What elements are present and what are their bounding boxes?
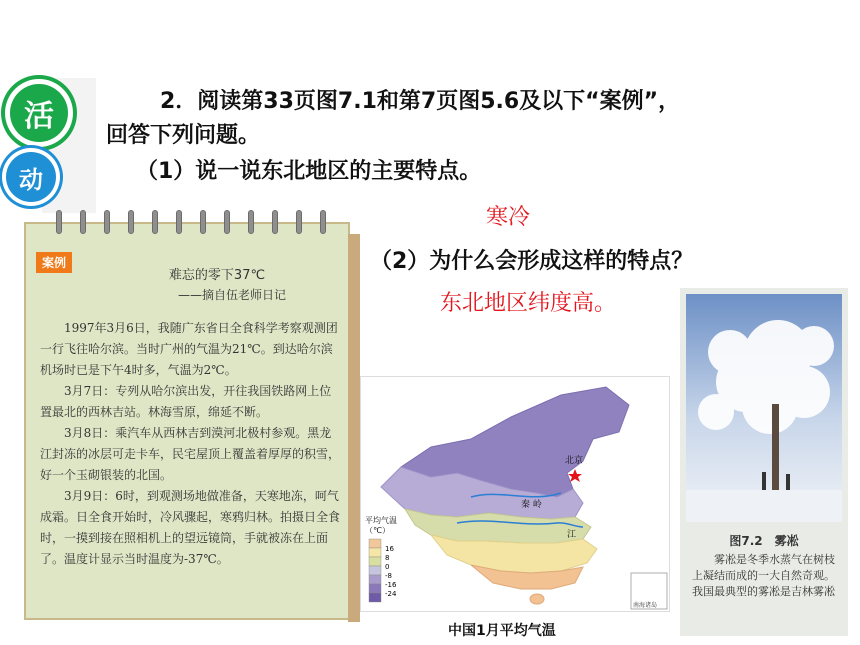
ring-icon [320, 210, 326, 234]
photo-caption: 雾凇是冬季水蒸气在树枝上凝结而成的一大自然奇观。我国最典型的雾凇是吉林雾凇 [692, 553, 835, 598]
question-line-2: 回答下列问题。 [106, 123, 261, 148]
ring-icon [128, 210, 134, 234]
legend-swatches [369, 539, 397, 602]
case-paragraph: 3月8日：乘汽车从西林吉到漠河北极村参观。黑龙江封冻的冰层可走卡车，民宅屋顶上覆盖着厚厚的积雪，好一个玉砌银装的北国。 [40, 426, 341, 482]
case-paragraph: 1997年3月6日，我随广东省日全食科学考察观测团一行飞往哈尔滨。当时广州的气温为21℃。到达哈尔滨机场时已是下午4时多，气温为2℃。 [40, 321, 338, 377]
ring-icon [272, 210, 278, 234]
ring-icon [152, 210, 158, 234]
case-body [40, 318, 340, 570]
photo-title: 图7.2 雾凇 [729, 534, 799, 548]
answer-1: 寒冷 [486, 205, 531, 230]
answer-2: 东北地区纬度高。 [440, 291, 617, 316]
question-1: （1）说一说东北地区的主要特点。 [136, 159, 482, 184]
ring-icon [104, 210, 110, 234]
ring-icon [248, 210, 254, 234]
ring-icon [200, 210, 206, 234]
ring-icon [80, 210, 86, 234]
case-subtitle: ——摘自伍老师日记 [177, 288, 286, 302]
legend-swatch [369, 548, 381, 557]
legend-value: 16 [385, 545, 394, 553]
gear-icon-blue [6, 152, 56, 202]
map-inset-label: 南海诸岛 [633, 602, 658, 609]
legend-value: -8 [385, 572, 392, 580]
notebook-rings [56, 210, 326, 234]
map-caption: 中国1月平均气温 [448, 623, 556, 639]
case-paragraph: 3月9日：6时，到观测场地做准备，天寒地冻，呵气成霜。日全食开始时，冷风骤起，寒鸦归林。拍摄日全食时，一摸到接在照相机上的望远镜筒，手就被冻在上面了。温度计显示当时温度为-37℃。 [40, 489, 341, 566]
legend-value: -24 [385, 590, 397, 598]
badge-char-2: 动 [19, 165, 43, 194]
badge-char-1: 活 [24, 99, 54, 134]
ring-icon [176, 210, 182, 234]
ring-icon [56, 210, 62, 234]
map-label-river: 江 [567, 530, 577, 540]
legend-swatch [369, 566, 381, 575]
map-island-hainan [530, 594, 544, 604]
rime-photo-card [680, 288, 848, 636]
gear-icon-green [10, 84, 68, 142]
case-paragraph: 3月7日：专列从哈尔滨出发，开往我国铁路网上位置最北的西林吉站。林海雪原，绵延不断。 [40, 384, 332, 419]
legend-value: 8 [385, 554, 390, 562]
ring-icon [296, 210, 302, 234]
rime-photo [686, 294, 842, 522]
frosted-tree-image [686, 294, 842, 522]
temperature-map [360, 376, 670, 612]
legend-value: -16 [385, 581, 397, 589]
legend-swatch [369, 593, 381, 602]
legend-unit: （℃） [365, 526, 390, 535]
question-line-1: 2．阅读第33页图7.1和第7页图5.6及以下“案例”， [160, 89, 681, 114]
case-tag: 案例 [36, 252, 72, 273]
ring-icon [224, 210, 230, 234]
map-label-qinling: 秦 岭 [521, 500, 542, 510]
activity-badge [6, 78, 96, 213]
legend-swatch [369, 584, 381, 593]
notebook-shadow [348, 234, 360, 622]
map-label-beijing: 北京 [565, 456, 584, 466]
legend-swatch [369, 557, 381, 566]
case-title: 难忘的零下37℃ [168, 268, 266, 283]
legend-swatch [369, 575, 381, 584]
china-map-svg [361, 377, 671, 613]
legend-title: 平均气温 [365, 516, 397, 525]
question-2: （2）为什么会形成这样的特点？ [370, 249, 694, 274]
case-notebook [24, 222, 350, 620]
legend-value: 0 [385, 563, 390, 571]
legend-swatch [369, 539, 381, 548]
